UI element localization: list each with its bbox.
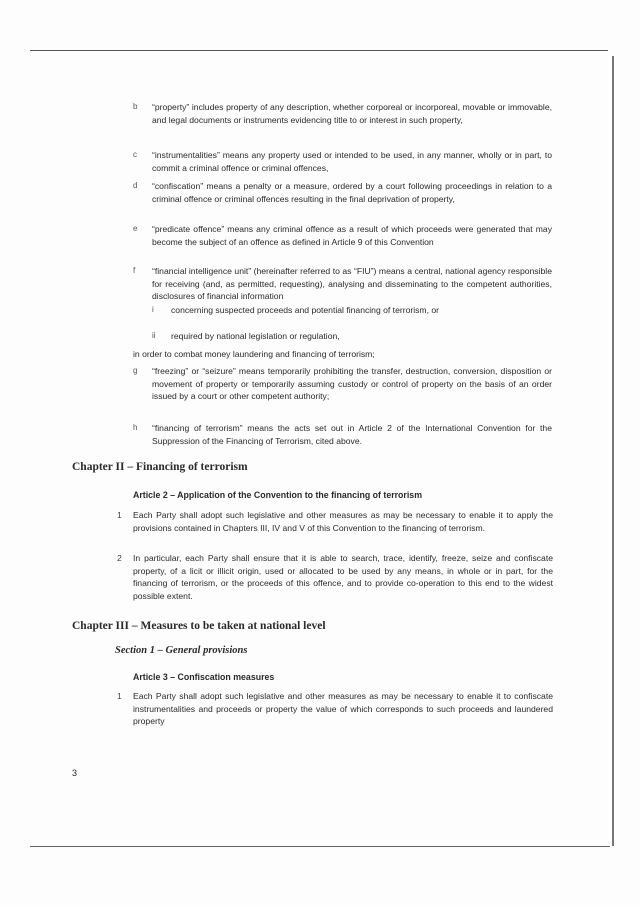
section-1-title: Section 1 – General provisions <box>115 645 248 656</box>
definition-marker-e: e <box>133 224 138 233</box>
article-2-heading: Article 2 – Application of the Convention to the financing of terrorism <box>133 490 423 500</box>
bottom-rule <box>30 846 610 847</box>
article-3-paragraph-1: Each Party shall adopt such legislative and other measures as may be necessary to enable it to confiscate instrumentalities and proceeds or property the value of which corresponds to such proceeds and laundered property <box>133 691 553 727</box>
fiu-closing-line: in order to combat money laundering and financing of terrorism; <box>133 349 375 359</box>
definition-confiscation: “confiscation” means a penalty or a measure, ordered by a court following proceedings in relation to a criminal offence or criminal offences resulting in the final deprivation of property, <box>152 181 552 204</box>
article-2-paragraph-1: Each Party shall adopt such legislative and other measures as may be necessary to enable it to apply the provisions contained in Chapters III, IV and V of this Convention to the financing of terrorism. <box>133 510 553 533</box>
definition-fiu: “financial intelligence unit” (hereinafter referred to as “FIU”) means a central, national agency responsible for receiving (and, as permitted, requesting), analysing and disseminating to the competent authorities, disclosures of financial information <box>152 266 552 302</box>
definition-predicate-offence: “predicate offence” means any criminal offence as a result of which proceeds were generated that may become the subject of an offence as defined in Article 9 of this Convention <box>152 224 552 247</box>
definition-instrumentalities: “instrumentalities” means any property used or intended to be used, in any manner, wholly or in part, to commit a criminal offence or criminal offences, <box>152 150 552 173</box>
definition-financing-of-terrorism: “financing of terrorism” means the acts set out in Article 2 of the International Convention for the Suppression of the Financing of Terrorism, cited above. <box>152 423 552 446</box>
subitem-marker-i: i <box>152 305 154 314</box>
page-number: 3 <box>72 768 78 778</box>
definition-marker-g: g <box>133 366 138 375</box>
definition-freezing: “freezing” or “seizure” means temporarily prohibiting the transfer, destruction, conversion, disposition or movement of property or temporarily assuming custody or control of property on the basis of an order issued by a court or other competent authority; <box>152 366 552 402</box>
fiu-subitem-i: concerning suspected proceeds and potential financing of terrorism, or <box>171 305 439 315</box>
paragraph-number: 1 <box>117 691 122 701</box>
article-3-heading: Article 3 – Confiscation measures <box>133 672 275 682</box>
chapter-2-title: Chapter II – Financing of terrorism <box>72 461 248 473</box>
definition-marker-b: b <box>133 102 138 111</box>
definition-property: “property” includes property of any description, whether corporeal or incorporeal, movable or immovable, and legal documents or instruments evidencing title to or interest in such property, <box>152 102 552 125</box>
fiu-subitem-ii: required by national legislation or regulation, <box>171 331 340 341</box>
article-2-paragraph-2: In particular, each Party shall ensure that it is able to search, trace, identify, freeze, seize and confiscate property, of a licit or illicit origin, used or allocated to be used by any means, in whole or in part, for the financing of terrorism, or the proceeds of this offence, and to provide co-operation to this end to the widest possible extent. <box>133 553 553 601</box>
chapter-3-title: Chapter III – Measures to be taken at national level <box>72 620 326 632</box>
definition-marker-d: d <box>133 181 138 190</box>
definition-marker-f: f <box>133 266 136 275</box>
definition-marker-c: c <box>133 150 137 159</box>
definition-marker-h: h <box>133 423 138 432</box>
top-rule <box>30 50 608 51</box>
page-edge <box>612 56 614 846</box>
subitem-marker-ii: ii <box>152 331 156 340</box>
paragraph-number: 2 <box>117 553 122 563</box>
paragraph-number: 1 <box>117 510 122 520</box>
